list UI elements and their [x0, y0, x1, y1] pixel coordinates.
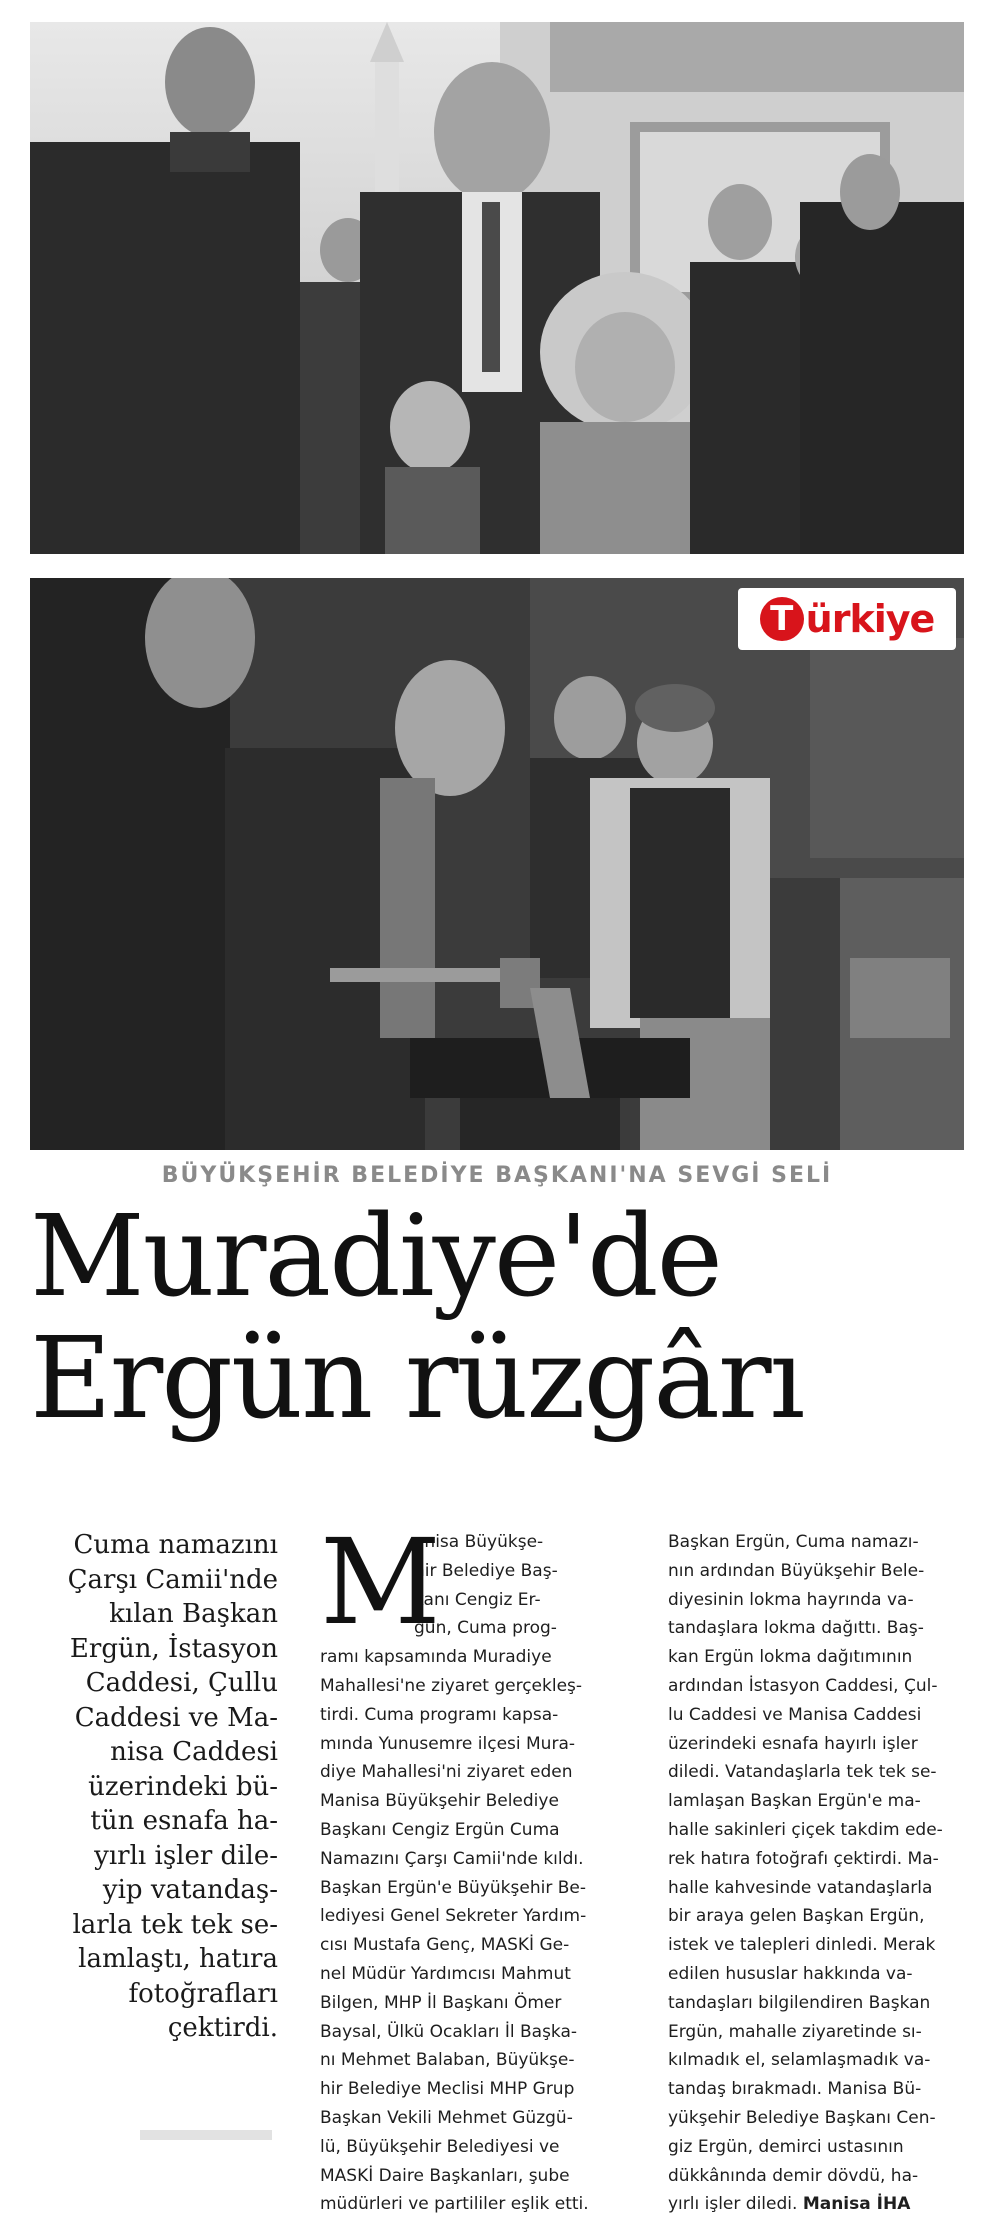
body-line: tandaş bırakmadı. Manisa Bü-: [668, 2079, 922, 2100]
body-line: kanı Cengiz Er-: [414, 1589, 541, 1610]
body-line: gün, Cuma prog-: [414, 1618, 557, 1639]
body-line: müdürleri ve partililer eşlik etti.: [320, 2194, 589, 2215]
body-line: Başkanı Cengiz Ergün Cuma: [320, 1819, 560, 1840]
body-line: edilen hususlar hakkında va-: [668, 1963, 913, 1984]
body-line: Bilgen, MHP İl Başkanı Ömer: [320, 1992, 562, 2013]
spot-line: Caddesi, Çullu: [85, 1668, 278, 1698]
body-line: lü, Büyükşehir Belediyesi ve: [320, 2136, 560, 2157]
spot-line: çektirdi.: [167, 2013, 278, 2043]
body-line: istek ve talepleri dinledi. Merak: [668, 1935, 936, 1956]
body-line: üzerindeki esnafa hayırlı işler: [668, 1733, 918, 1754]
body-line: kan Ergün lokma dağıtımının: [668, 1647, 913, 1668]
body-line: Manisa Büyükşehir Belediye: [320, 1791, 559, 1812]
turkiye-logo-letter: T: [760, 597, 804, 641]
spot-line: tün esnafa ha-: [90, 1806, 278, 1836]
body-line: halle sakinleri çiçek takdim ede-: [668, 1819, 943, 1840]
body-line: lediyesi Genel Sekreter Yardım-: [320, 1906, 587, 1927]
turkiye-logo-wordmark: ürkiye: [805, 597, 935, 641]
spot-line: larla tek tek se-: [72, 1909, 278, 1940]
body-line: giz Ergün, demirci ustasının: [668, 2136, 904, 2157]
body-line: tirdi. Cuma programı kapsa-: [320, 1704, 559, 1725]
spot-line: lamlaştı, hatıra: [78, 1944, 278, 1974]
body-line: Baysal, Ülkü Ocakları İl Başka-: [320, 2021, 578, 2042]
body-line: dükkânında demir dövdü, ha-: [668, 2165, 919, 2186]
headline-line-2: Ergün rüzgârı: [30, 1314, 804, 1444]
byline: Manisa İHA: [802, 2194, 911, 2215]
body-line: mında Yunusemre ilçesi Mura-: [320, 1733, 575, 1754]
body-line: cısı Mustafa Genç, MASKİ Ge-: [320, 1935, 570, 1956]
spot-line: Caddesi ve Ma-: [74, 1702, 278, 1733]
body-line: diledi. Vatandaşlarla tek tek se-: [668, 1762, 937, 1783]
spot-line: üzerindeki bü-: [88, 1771, 278, 1802]
spot-line: fotoğrafları: [128, 1978, 278, 2009]
body-line: Namazını Çarşı Camii'nde kıldı.: [320, 1848, 584, 1869]
body-line: Mahallesi'ne ziyaret gerçekleş-: [320, 1675, 583, 1696]
body-line: Ergün, mahalle ziyaretinde sı-: [668, 2021, 922, 2042]
body-line: Başkan Ergün'e Büyükşehir Be-: [320, 1877, 586, 1898]
body-line: hir Belediye Baş-: [414, 1560, 558, 1581]
body-line: Başkan Vekili Mehmet Güzgü-: [320, 2107, 573, 2128]
body-line: diyesinin lokma hayrında va-: [668, 1589, 914, 1610]
article-body-column-1: [320, 1513, 650, 2219]
spot-line: yip vatandaş-: [102, 1875, 278, 1905]
body-line: hir Belediye Meclisi MHP Grup: [320, 2079, 575, 2100]
photo-blacksmith: [30, 578, 964, 1150]
body-line: lu Caddesi ve Manisa Caddesi: [668, 1704, 922, 1725]
body-line: ramı kapsamında Muradiye: [320, 1647, 552, 1668]
body-line: kılmadık el, selamlaşmadık va-: [668, 2050, 931, 2071]
body-line: ardından İstasyon Caddesi, Çul-: [668, 1675, 938, 1696]
body-line: nı Mehmet Balaban, Büyükşe-: [320, 2050, 575, 2071]
turkiye-logo: [738, 588, 956, 650]
body-line: yükşehir Belediye Başkanı Cen-: [668, 2107, 936, 2128]
article-headline: [30, 1192, 964, 1444]
spot-divider: [140, 2130, 272, 2140]
body-line: Başkan Ergün, Cuma namazı-: [668, 1532, 919, 1552]
article-spot: [30, 1528, 278, 2046]
headline-line-1: Muradiye'de: [30, 1192, 721, 1322]
spot-line: Çarşı Camii'nde: [67, 1564, 278, 1595]
body-line: nın ardından Büyükşehir Bele-: [668, 1560, 925, 1581]
article-body-column-2: [668, 1528, 964, 2219]
body-line: MASKİ Daire Başkanları, şube: [320, 2165, 570, 2186]
spot-line: Ergün, İstasyon: [69, 1633, 278, 1664]
spot-line: nisa Caddesi: [110, 1737, 278, 1767]
spot-line: Cuma namazını: [73, 1530, 278, 1560]
body-line: tandaşları bilgilendiren Başkan: [668, 1992, 931, 2013]
body-line: rek hatıra fotoğrafı çektirdi. Ma-: [668, 1848, 939, 1869]
body-last-line: [668, 2190, 964, 2219]
spot-line: yırlı işler dile-: [94, 1840, 278, 1871]
photo-blacksmith-image: [30, 578, 964, 1150]
body-line: lamlaşan Başkan Ergün'e ma-: [668, 1791, 921, 1812]
body-line: nel Müdür Yardımcısı Mahmut: [320, 1963, 571, 1984]
photo-crowd-street-image: [30, 22, 964, 554]
article-kicker: BÜYÜKŞEHİR BELEDİYE BAŞKANI'NA SEVGİ SELİ: [161, 1163, 833, 1188]
photo-crowd-street: [30, 22, 964, 554]
drop-cap: M: [320, 1513, 441, 1651]
body-line: halle kahvesinde vatandaşlarla: [668, 1877, 933, 1898]
body-line: tandaşlara lokma dağıttı. Baş-: [668, 1618, 924, 1639]
body-line: diye Mahallesi'ni ziyaret eden: [320, 1762, 573, 1783]
body-last-line-text: yırlı işler diledi.: [668, 2194, 798, 2215]
body-line: bir araya gelen Başkan Ergün,: [668, 1906, 925, 1927]
spot-line: kılan Başkan: [109, 1599, 278, 1629]
body-line: anisa Büyükşe-: [414, 1532, 544, 1552]
